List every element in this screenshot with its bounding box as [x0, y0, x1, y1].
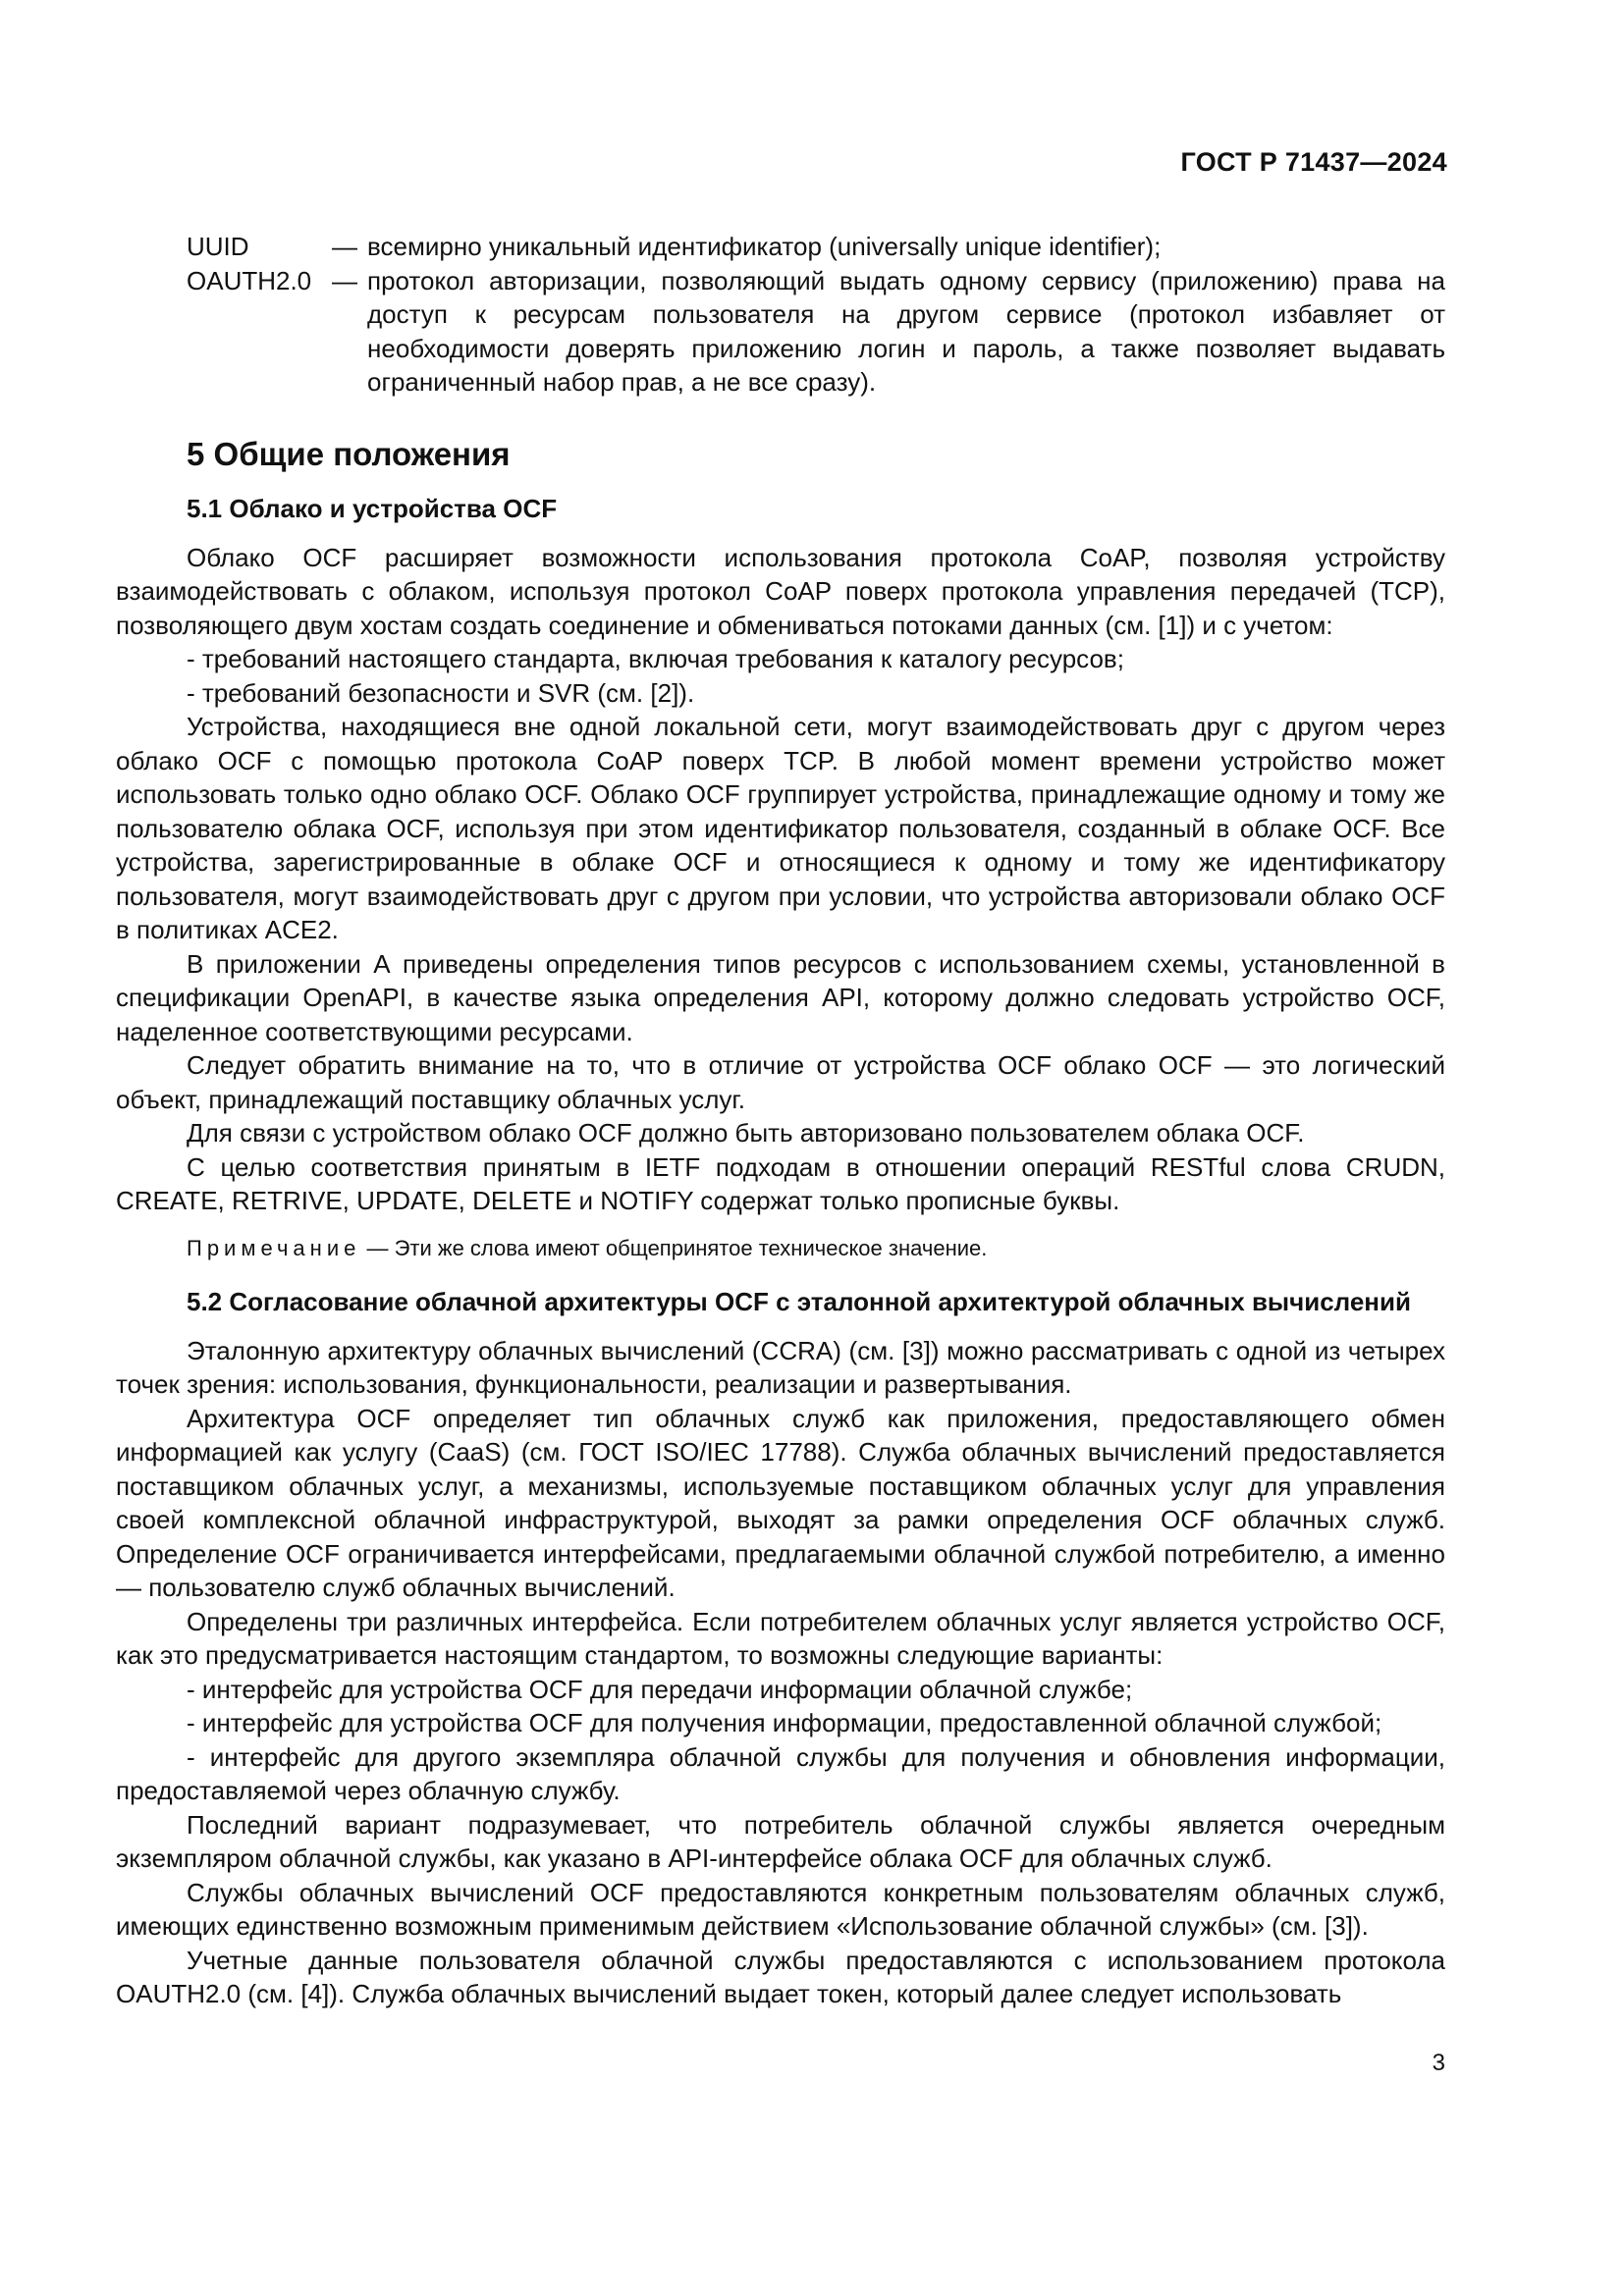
abbreviation-dash: —	[332, 265, 357, 295]
list-item: - интерфейс для устройства OCF для получения информации, предоставленной облачной службой;	[187, 1708, 1382, 1737]
subsection-heading: 5.1 Облако и устройства OCF	[187, 493, 558, 523]
abbreviation-row	[187, 264, 1445, 400]
paragraph: Для связи с устройством облако OCF должно быть авторизовано пользователем облака OCF.	[187, 1118, 1305, 1148]
paragraph: В приложении А приведены определения типов ресурсов с использованием схемы, установленной в спецификации OpenAPI, в качестве языка определения API, которому должно следовать устройство OCF, наделенное соответствующими ресурсами.	[116, 948, 1445, 1046]
paragraph: Эталонную архитектуру облачных вычислений (CCRA) (см. [3]) можно рассматривать с одной из четырех точек зрения: использования, функциональности, реализации и развертывания.	[116, 1335, 1445, 1399]
page-number: 3	[1432, 2050, 1445, 2076]
paragraph: Определены три различных интерфейса. Если потребителем облачных услуг является устройство OCF, как это предусматривается настоящим стандартом, то возможны следующие варианты:	[116, 1606, 1445, 1670]
paragraph: Облако OCF расширяет возможности использования протокола CoAP, позволяя устройству взаимодействовать с облаком, используя протокол CoAP поверх протокола управления передачей (TCP), позволяющего двум хостам создать соединение и обмениваться потоками данных (см. [1]) и с учетом:	[116, 542, 1445, 640]
paragraph: Учетные данные пользователя облачной службы предоставляются с использованием протокола OAUTH2.0 (см. [4]). Служба облачных вычислений выдает токен, который далее следует использовать	[116, 1945, 1445, 2008]
abbreviation-term: OAUTH2.0	[187, 265, 312, 295]
note	[187, 1234, 1445, 1263]
note-text: — Эти же слова имеют общепринятое техническое значение.	[360, 1235, 988, 1260]
abbreviation-term: UUID	[187, 232, 249, 261]
paragraph: Последний вариант подразумевает, что потребитель облачной службы является очередным экземпляром облачной службы, как указано в API-интерфейсе облака OCF для облачных служб.	[116, 1809, 1445, 1873]
paragraph: Устройства, находящиеся вне одной локальной сети, могут взаимодействовать друг с другом через облако OCF с помощью протокола CoAP поверх TCP. В любой момент времени устройство может использовать только одно облако OCF. Облако OCF группирует устройства, принадлежащие одному и тому же пользователю облака OCF, используя при этом идентификатор пользователя, созданный в облаке OCF. Все устройства, зарегистрированные в облаке OCF и относящиеся к одному и тому же идентификатору пользователя, могут взаимодействовать друг с другом при условии, что устройства авторизовали облако OCF в политиках ACE2.	[116, 712, 1445, 944]
section-heading: 5 Общие положения	[187, 435, 511, 472]
paragraph: Следует обратить внимание на то, что в отличие от устройства OCF облако OCF — это логический объект, принадлежащий поставщику облачных услуг.	[116, 1050, 1445, 1114]
list-item: - требований настоящего стандарта, включая требования к каталогу ресурсов;	[187, 644, 1124, 673]
subsection-heading: 5.2 Согласование облачной архитектуры OCF с эталонной архитектурой облачных вычислений	[187, 1286, 1411, 1316]
abbreviation-definition: протокол авторизации, позволяющий выдать одному сервису (приложению) права на доступ к ресурсам пользователя на другом сервисе (протокол избавляет от необходимости доверять приложению логин и пароль, а также позволяет выдавать ограниченный набор прав, а не все сразу).	[367, 265, 1445, 397]
list-item: - требований безопасности и SVR (см. [2]).	[187, 677, 695, 708]
document-id-header: ГОСТ Р 71437—2024	[1180, 147, 1447, 177]
list-item: - интерфейс для устройства OCF для передачи информации облачной службе;	[187, 1674, 1133, 1704]
paragraph: Архитектура OCF определяет тип облачных служб как приложения, предоставляющего обмен информацией как услугу (CaaS) (см. ГОСТ ISO/IEC 17788). Служба облачных вычислений предоставляется поставщиком облачных услуг, а механизмы, используемые поставщиком облачных услуг для управления своей комплексной облачной инфраструктурой, выходят за рамки определения OCF облачных служб. Определение OCF ограничивается интерфейсами, предлагаемыми облачной службой потребителю, а именно — пользователю служб облачных вычислений.	[116, 1403, 1445, 1602]
page-content	[116, 230, 1445, 2011]
list-item: - интерфейс для другого экземпляра облачной службы для получения и обновления информации, предоставляемой через облачную службу.	[116, 1741, 1445, 1805]
abbreviation-row	[187, 230, 1445, 264]
abbreviation-definition: всемирно уникальный идентификатор (universally unique identifier);	[367, 232, 1162, 261]
abbreviation-dash: —	[332, 232, 357, 261]
note-label: Примечание	[187, 1235, 361, 1260]
paragraph: Службы облачных вычислений OCF предоставляются конкретным пользователям облачных служб, имеющих единственно возможным применимым действием «Использование облачной службы» (см. [3]).	[116, 1877, 1445, 1941]
paragraph: С целью соответствия принятым в IETF подходам в отношении операций RESTful слова CRUDN, CREATE, RETRIVE, UPDATE, DELETE и NOTIFY содержат только прописные буквы.	[116, 1151, 1445, 1215]
